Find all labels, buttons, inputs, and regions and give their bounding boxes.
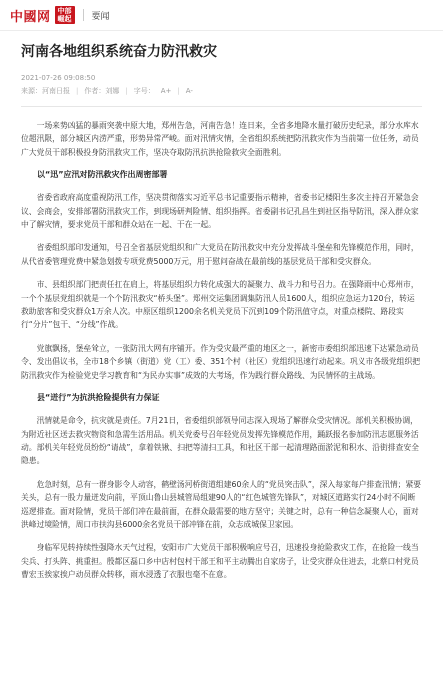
section-heading: 以“迅”应汛对防汛救灾作出周密部署 [37, 170, 168, 180]
article-paragraph: 身临军见转持续性强降水天气过程，安阳市广大党员干部积极响应号召，迅速投身抢险救灾工作，在抢险一线当尖兵、打头阵、挑重担。殷都区磊口乡中店村包村干部王和平主动腾出自家房子，让受灾群众住进去，北蔡口村党员曹宏玉挨家挨户动员群众转移，雨水浸透了衣服也毫不在意。 [21, 543, 419, 580]
font-increase-button[interactable]: A+ [160, 87, 172, 95]
section-label[interactable]: 要闻 [91, 11, 110, 22]
article-paragraph: 一场来势凶猛的暴雨突袭中原大地，郑州告急，河南告急！连日来，全省多地降水量打破历史纪录，部分水库水位超汛限，部分城区内涝严重，形势异常严峻。面对汛情灾情，全省组织系统把防汛救灾作为当前第一位任务，动员广大党员干部积极投身防汛救灾工作，坚决夺取防汛抗洪抢险救灾全面胜利。 [21, 121, 419, 157]
header-divider [83, 9, 84, 21]
article-paragraph: 危急时刻，总有一群身影令人动容，鹤壁汤河桥街道组建60余人的“党员突击队”，深入每家每户排查汛情；紧要关头，总有一股力量迸发向前，平顶山鲁山县城管局组建90人的“红色城管先锋队”，对城区道路实行24小时不间断巡逻排查。面对险情，党员干部们冲在最前面，在群众最需要的地方坚守；关键之时，总有一种信念凝聚人心，面对洪峰过境险情，周口市扶沟县6000余名党员干部冲锋在前，众志成城保卫家园。 [21, 479, 422, 529]
meta-separator: | [125, 87, 128, 95]
font-decrease-button[interactable]: A- [185, 87, 193, 95]
article-body [21, 119, 422, 582]
font-size-label: 字号： [133, 87, 155, 95]
site-logo[interactable] [10, 6, 75, 25]
section-heading: 县“迸行”为抗洪抢险提供有力保证 [37, 393, 160, 403]
meta-separator: | [76, 87, 79, 95]
top-bar [0, 0, 443, 31]
article-title: 河南各地组织系统奋力防汛救灾 [21, 44, 217, 60]
meta-divider [21, 106, 422, 107]
logo-text: 中國网 [10, 9, 51, 25]
article-paragraph: 汛情就是命令，抗灾就是责任。7月21日，省委组织部领导同志深入现场了解群众受灾情况。部机关积极协调，为附近社区送去救灾物资和急需生活用品。机关党委号召年轻党员发挥先锋模范作用，踊跃报名参加防汛志愿服务活动。部机关年轻党员纷纷“请战”，拿着铁锹、扫把等清扫工具，和社区干部一起清理路面淤泥和积水、沿街排查安全隐患。 [21, 416, 419, 466]
article-author: 作者：刘娜 [84, 87, 120, 95]
article-paragraph: 市、县组织部门把责任扛在肩上，将基层组织力转化成强大的凝聚力、战斗力和号召力。在强降雨中心郑州市，一个个基层党组织就是一个个防汛救灾“桥头堡”。郑州交运集团调集防汛人员1600人，组织应急运力120台，转运救助旅客和受灾群众1万余人次。中原区组织1200余名机关党员下沉到109个防汛值守点，对重点楼院、路段实行“分片”包干、“分线”作战。 [21, 280, 419, 330]
logo-badge: 中部崛起 [55, 6, 75, 24]
article-paragraph: 党旗飘扬，堡垒耸立，一张防汛大网有序铺开。作为受灾最严重的地区之一，新密市委组织部迅速下达紧急动员令、发出倡议书，全市18个乡镇（街道）党（工）委、351个村（社区）党组织迅速行动起来。巩义市各级党组织把防汛救灾作为检验党史学习教育和“为民办实事”成效的大考场，作为践行群众路线、为民情怀的主战场。 [21, 343, 421, 380]
article-paragraph: 省委省政府高度重视防汛工作，坚决贯彻落实习近平总书记重要指示精神，省委书记楼阳生多次主持召开紧急会议、会商会，安排部署防汛救灾工作，到现场研判险情、组织指挥。省委副书记孔昌生到社区指导防汛，深入群众家中了解灾情，要求党员干部和群众站在一起、干在一起。 [21, 193, 419, 230]
meta-separator: | [177, 87, 180, 95]
article-source: 来源：河南日报 [21, 87, 70, 95]
article-meta [21, 86, 422, 96]
article-container [0, 43, 443, 582]
article-datetime: 2021-07-26 09:08:50 [21, 74, 96, 82]
article-paragraph: 省委组织部印发通知，号召全省基层党组织和广大党员在防汛救灾中充分发挥战斗堡垒和先锋模范作用，同时，从代省委管理党费中紧急划拨专项党费5000万元，用于慰问奋战在最前线的基层党员干部和受灾群众。 [21, 243, 419, 266]
